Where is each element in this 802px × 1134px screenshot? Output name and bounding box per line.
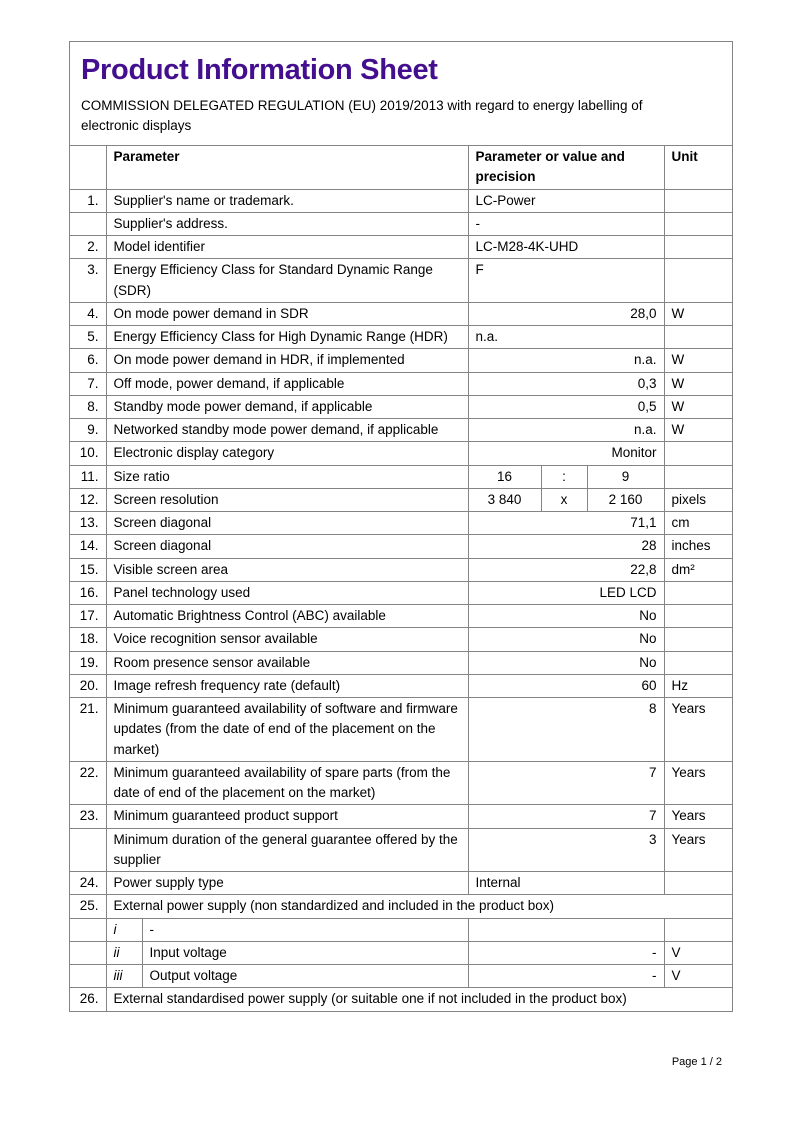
parameter-cell: Visible screen area (106, 558, 468, 581)
table-row (70, 895, 732, 918)
row-number-cell: 14. (70, 535, 106, 558)
row-number-cell: 25. (70, 895, 106, 918)
row-number-cell: 12. (70, 488, 106, 511)
table-row (70, 372, 732, 395)
row-number-cell: 8. (70, 395, 106, 418)
value-cell: - (468, 941, 664, 964)
parameter-cell: Screen resolution (106, 488, 468, 511)
unit-cell (664, 326, 732, 349)
parameter-cell: Minimum guaranteed product support (106, 805, 468, 828)
header-value: Parameter or value and precision (468, 146, 664, 190)
parameter-cell: Input voltage (142, 941, 468, 964)
value-cell: No (468, 605, 664, 628)
parameter-cell: Automatic Brightness Control (ABC) available (106, 605, 468, 628)
header-unit: Unit (664, 146, 732, 190)
value-cell: F (468, 259, 664, 303)
value-cell-separator: : (541, 465, 587, 488)
unit-cell: W (664, 419, 732, 442)
row-number-cell: 10. (70, 442, 106, 465)
table-row (70, 581, 732, 604)
value-cell-a: 16 (468, 465, 541, 488)
table-row (70, 918, 732, 941)
unit-cell: Years (664, 805, 732, 828)
row-number-cell: 22. (70, 761, 106, 805)
table-row (70, 828, 732, 872)
value-cell: n.a. (468, 349, 664, 372)
table-row (70, 805, 732, 828)
parameter-cell: Supplier's address. (106, 212, 468, 235)
unit-cell: V (664, 965, 732, 988)
table-row (70, 442, 732, 465)
row-number-cell: 7. (70, 372, 106, 395)
parameter-cell: Off mode, power demand, if applicable (106, 372, 468, 395)
parameter-cell: - (142, 918, 468, 941)
table-row (70, 259, 732, 303)
row-number-cell: 5. (70, 326, 106, 349)
table-row (70, 941, 732, 964)
unit-cell: pixels (664, 488, 732, 511)
table-row (70, 488, 732, 511)
row-number-cell: 6. (70, 349, 106, 372)
spanned-text-cell: External power supply (non standardized and included in the product box) (106, 895, 732, 918)
sheet-frame (69, 41, 733, 1012)
unit-cell: Years (664, 698, 732, 762)
row-number-cell: 17. (70, 605, 106, 628)
parameter-cell: Minimum duration of the general guarantee offered by the supplier (106, 828, 468, 872)
table-row (70, 349, 732, 372)
value-cell: 8 (468, 698, 664, 762)
row-number-cell: 23. (70, 805, 106, 828)
sub-number-cell: iii (106, 965, 142, 988)
unit-cell (664, 189, 732, 212)
table-row (70, 535, 732, 558)
value-cell: 3 (468, 828, 664, 872)
unit-cell: cm (664, 512, 732, 535)
row-number-cell: 2. (70, 236, 106, 259)
page-subtitle: COMMISSION DELEGATED REGULATION (EU) 2019/2013 with regard to energy labelling of electronic displays (81, 98, 643, 133)
value-cell: 0,3 (468, 372, 664, 395)
sub-number-cell: ii (106, 941, 142, 964)
table-row (70, 698, 732, 762)
value-cell: No (468, 628, 664, 651)
row-number-cell: 15. (70, 558, 106, 581)
value-cell: Monitor (468, 442, 664, 465)
table-row (70, 558, 732, 581)
table-row (70, 872, 732, 895)
table-row (70, 395, 732, 418)
spanned-text-cell: External standardised power supply (or suitable one if not included in the product box) (106, 988, 732, 1011)
value-cell: 60 (468, 674, 664, 697)
value-cell: n.a. (468, 326, 664, 349)
parameter-cell: Screen diagonal (106, 512, 468, 535)
row-number-cell (70, 965, 106, 988)
unit-cell: dm² (664, 558, 732, 581)
unit-cell (664, 442, 732, 465)
value-cell: LED LCD (468, 581, 664, 604)
parameter-cell: On mode power demand in SDR (106, 302, 468, 325)
row-number-cell: 21. (70, 698, 106, 762)
row-number-cell: 19. (70, 651, 106, 674)
row-number-cell: 24. (70, 872, 106, 895)
unit-cell: W (664, 372, 732, 395)
value-cell: Internal (468, 872, 664, 895)
table-row (70, 189, 732, 212)
unit-cell: W (664, 349, 732, 372)
parameter-cell: Power supply type (106, 872, 468, 895)
unit-cell (664, 236, 732, 259)
value-cell: 7 (468, 805, 664, 828)
table-row (70, 761, 732, 805)
unit-cell: W (664, 395, 732, 418)
row-number-cell: 11. (70, 465, 106, 488)
row-number-cell: 18. (70, 628, 106, 651)
parameter-cell: On mode power demand in HDR, if implemented (106, 349, 468, 372)
value-cell: 22,8 (468, 558, 664, 581)
table-row (70, 302, 732, 325)
table-row (70, 512, 732, 535)
table-header-row (70, 146, 732, 190)
unit-cell: inches (664, 535, 732, 558)
value-cell: No (468, 651, 664, 674)
table-row (70, 628, 732, 651)
table-body (70, 189, 732, 1011)
table-row (70, 988, 732, 1011)
value-cell-b: 2 160 (587, 488, 664, 511)
parameter-cell: Networked standby mode power demand, if applicable (106, 419, 468, 442)
header-num-cell (70, 146, 106, 190)
row-number-cell (70, 941, 106, 964)
parameter-cell: Minimum guaranteed availability of spare parts (from the date of end of the placement on the market) (106, 761, 468, 805)
row-number-cell: 9. (70, 419, 106, 442)
value-cell: LC-M28-4K-UHD (468, 236, 664, 259)
parameter-cell: Room presence sensor available (106, 651, 468, 674)
row-number-cell (70, 918, 106, 941)
parameter-cell: Size ratio (106, 465, 468, 488)
unit-cell (664, 581, 732, 604)
unit-cell (664, 212, 732, 235)
row-number-cell (70, 828, 106, 872)
unit-cell (664, 651, 732, 674)
table-row (70, 965, 732, 988)
value-cell: - (468, 212, 664, 235)
header-block (70, 42, 732, 145)
unit-cell: Years (664, 761, 732, 805)
parameter-cell: Image refresh frequency rate (default) (106, 674, 468, 697)
parameter-cell: Model identifier (106, 236, 468, 259)
parameter-cell: Supplier's name or trademark. (106, 189, 468, 212)
table-row (70, 465, 732, 488)
header-parameter: Parameter (106, 146, 468, 190)
parameter-cell: Energy Efficiency Class for Standard Dynamic Range (SDR) (106, 259, 468, 303)
value-cell: 28,0 (468, 302, 664, 325)
row-number-cell (70, 212, 106, 235)
parameter-cell: Electronic display category (106, 442, 468, 465)
value-cell: 71,1 (468, 512, 664, 535)
unit-cell (664, 259, 732, 303)
value-cell-separator: x (541, 488, 587, 511)
row-number-cell: 1. (70, 189, 106, 212)
parameter-cell: Output voltage (142, 965, 468, 988)
value-cell: - (468, 965, 664, 988)
table-row (70, 212, 732, 235)
row-number-cell: 13. (70, 512, 106, 535)
product-table (70, 145, 732, 1011)
unit-cell: Years (664, 828, 732, 872)
parameter-cell: Panel technology used (106, 581, 468, 604)
value-cell-a: 3 840 (468, 488, 541, 511)
table-row (70, 651, 732, 674)
table-row (70, 674, 732, 697)
row-number-cell: 16. (70, 581, 106, 604)
unit-cell (664, 628, 732, 651)
parameter-cell: Screen diagonal (106, 535, 468, 558)
row-number-cell: 4. (70, 302, 106, 325)
row-number-cell: 20. (70, 674, 106, 697)
value-cell: 0,5 (468, 395, 664, 418)
unit-cell (664, 872, 732, 895)
row-number-cell: 26. (70, 988, 106, 1011)
parameter-cell: Minimum guaranteed availability of software and firmware updates (from the date of end of the placement on the market) (106, 698, 468, 762)
value-cell (468, 918, 664, 941)
unit-cell (664, 465, 732, 488)
table-row (70, 326, 732, 349)
unit-cell (664, 605, 732, 628)
value-cell: 7 (468, 761, 664, 805)
value-cell: 28 (468, 535, 664, 558)
unit-cell (664, 918, 732, 941)
table-row (70, 236, 732, 259)
parameter-cell: Voice recognition sensor available (106, 628, 468, 651)
value-cell-b: 9 (587, 465, 664, 488)
unit-cell: V (664, 941, 732, 964)
value-cell: n.a. (468, 419, 664, 442)
table-row (70, 605, 732, 628)
unit-cell: Hz (664, 674, 732, 697)
page-title: Product Information Sheet (81, 54, 438, 86)
page-number: Page 1 / 2 (671, 1056, 722, 1068)
table-row (70, 419, 732, 442)
sub-number-cell: i (106, 918, 142, 941)
parameter-cell: Energy Efficiency Class for High Dynamic Range (HDR) (106, 326, 468, 349)
parameter-cell: Standby mode power demand, if applicable (106, 395, 468, 418)
unit-cell: W (664, 302, 732, 325)
value-cell: LC-Power (468, 189, 664, 212)
row-number-cell: 3. (70, 259, 106, 303)
